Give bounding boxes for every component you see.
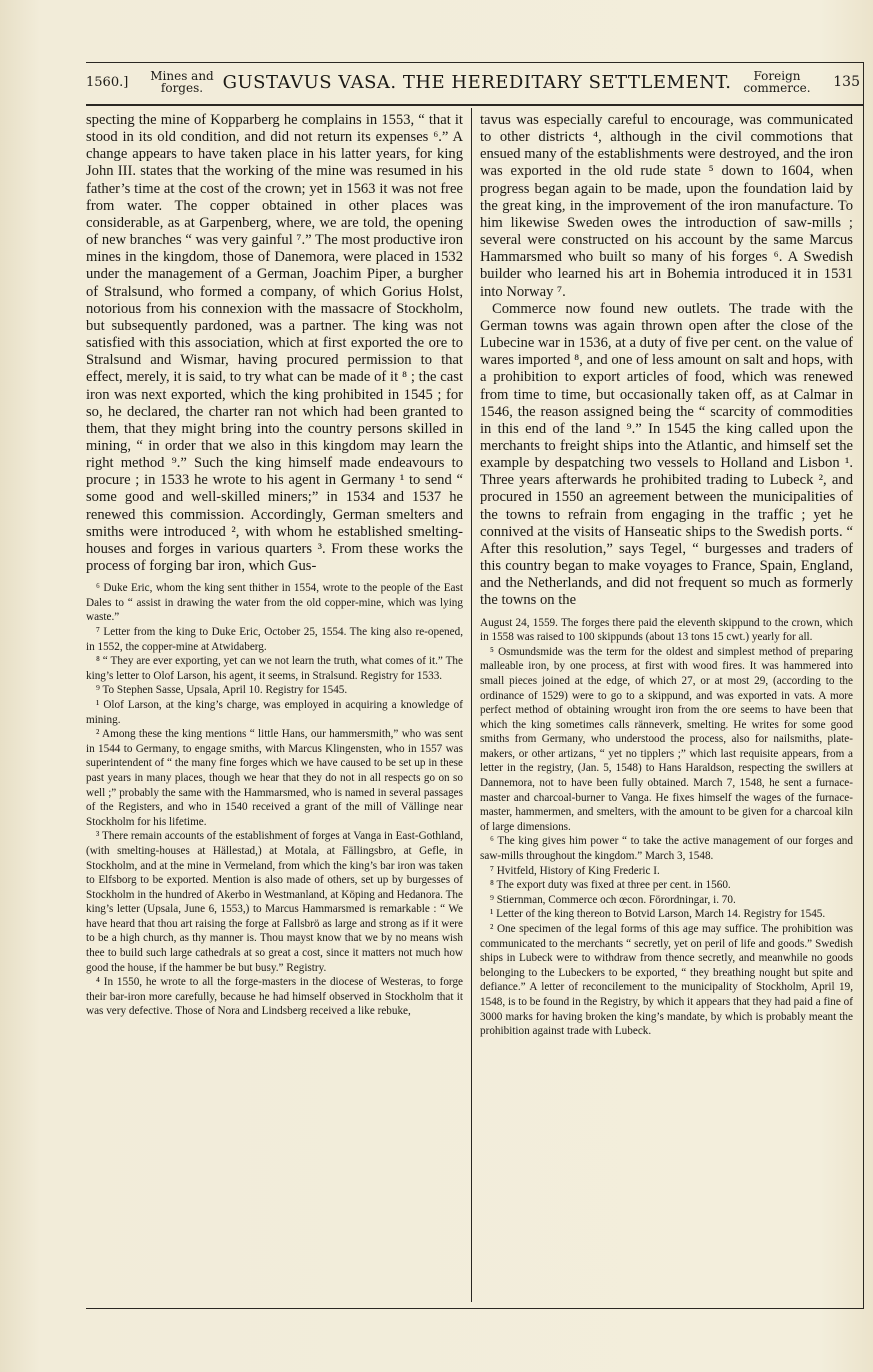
footnote: ¹ Letter of the king thereon to Botvid Larson, March 14. Registry for 1545. [490,908,826,921]
left-column [86,112,463,1019]
header-bottom-rule [86,104,864,106]
footnote: ¹ Olof Larson, at the king’s charge, was employed in acquiring a knowledge of mining. [86,698,463,726]
side-note-right-line-1: Foreign [753,69,801,83]
footnote: ⁷ Hvitfeld, History of King Frederic I. [490,864,660,877]
footnote: ² Among these the king mentions “ little Hans, our hammersmith,” who was sent in 1544 to Germany, to engage smiths, with Marcus Klingensten, who in 1557 was superintendent of “ the many fine forges which we have caused to be set up in these past years in many places, though we hear that they do not in all respects go on so well ;” probably the same with the Hammarsmed, who is named in several passages of the Registers, and who in 1540 received a grant of the mill of Vällinge near Stockholm for his lifetime. [86,728,463,828]
side-note-left-line-1: Mines and [150,69,214,83]
footnote: ³ There remain accounts of the establishment of forges at Vanga in East-Gothland, (with smelting-houses at Hällestad,) at Motala, at Fällingsbro, at Gefle, in Stockholm, and at the mine in Vermeland, from which the king’s bar iron was taken to Elfsborg to be exported. Mention is also made of others, set up by burgesses of Stockholm in the hundred of Akerbo in Westmanland, at Köping and Hedanora. The king’s letter (Upsala, June 6, 1553,) to Marcus Hammarsmed is remarkable : “ We have heard that thou art raising the forge at Fallsbrö as large and strong as if it were to be a high church, as thy manner is. Thou mayst know that we by no means wish thee to build such large cathedrals at so great a cost, since it matters not much how good the house, if the hammer be but busy.” Registry. [86,830,463,974]
right-body-text [480,112,853,610]
left-paragraph: specting the mine of Kopparberg he complains in 1553, “ that it stood in its old condition, and did not return its expenses ⁶.” A change appears to have taken place in his latter years, for king John III. states that the working of the mine was resumed in his father’s time at the cost of the crown; yet in 1563 it was not free from water. The copper obtained in other places was considerable, as at Garpenberg, where, we are told, the opening of new branches “ was very gainful ⁷.” The most productive iron mines in the kingdom, those of Danemora, were placed in 1532 under the management of a German, Joachim Piper, a burgher of Stralsund, who formed a company, of which Gorius Holst, notorious from his connexion with the massacre of Stockholm, but subsequently pardoned, was a partner. The king was not satisfied with this association, which at first exported the ore to Stralsund and Wismar, having procured permission to that effect, merely, it is said, to try what can be made of it ⁸ ; the cast iron was next exported, which the king prohibited in 1545 ; for so, he declared, the charter ran not which had been granted to them, that they might bring into the country persons skilled in mining, “ in order that we also in this kingdom may learn the right method ⁹.” Such the king himself made endeavours to procure ; in 1533 he wrote to his agent in Germany ¹ to send “ some good and well-skilled miners;” in 1534 and 1537 he renewed this commission. Accordingly, German smelters and smiths were introduced ², with whom he established smelting-houses and forges in various quarters ³. From these works the process of forging bar iron, which Gus- [86,112,463,575]
right-footnotes [480,616,853,1039]
left-body-text [86,112,463,575]
footnote: ⁸ The export duty was fixed at three per cent. in 1560. [490,879,731,892]
left-footnotes [86,581,463,1019]
right-paragraph: Commerce now found new outlets. The trade with the German towns was again thrown open after the close of the Lubecine war in 1536, at a duty of five per cent. on the value of wares imported ⁸, and one of less amount on salt and hops, with a prohibition to export articles of food, which was renewed from time to time, but occasionally taken off, as at Calmar in 1546, the reason assigned being the “ scarcity of commodities in this end of the land ⁹.” In 1545 the king called upon the merchants to freight ships into the Atlantic, and himself set the example by despatching two vessels to Holland and Lisbon ¹. Three years afterwards he prohibited trading to Lubeck ², and procured in 1550 an agreement between the municipalities of the towns to refrain from engaging in the traffic ; yet he connived at the visits of Hanseatic ships to the Swedish ports. “ After this resolution,” says Tegel, “ burgesses and traders of this country began to make voyages to France, Spain, England, and the Netherlands, and did not frequent so much as formerly the towns on the [480,300,853,609]
header-side-note-left [144,70,220,94]
footnote-continuation: August 24, 1559. The forges there paid the eleventh skippund to the crown, which in 1558 was raised to 100 skippunds (about 13 tons 15 cwt.) yearly for all. [480,616,853,644]
header-title: GUSTAVUS VASA. THE HEREDITARY SETTLEMENT. [222,71,732,93]
footnote: ⁹ Stiernman, Commerce och œcon. Förordningar, i. 70. [490,893,736,906]
page-number: 135 [833,74,860,90]
side-note-left-line-2: forges. [160,81,204,95]
running-header [86,62,864,102]
footnote: ⁴ In 1550, he wrote to all the forge-masters in the diocese of Westeras, to forge their bar-iron more carefully, because he had himself observed in Stockholm that it was very defective. Those of Nora and Lindsberg received a like rebuke, [86,976,463,1018]
footnote: ⁶ The king gives him power “ to take the active management of our forges and saw-mills throughout the kingdom.” March 3, 1548. [480,835,853,863]
footnote: ² One specimen of the legal forms of this age may suffice. The prohibition was communicated to the merchants “ secretly, yet on peril of life and goods.” Swedish ships in Lubeck were to withdraw from thence secretly, and meanwhile no goods belonging to the Lubeckers to be exported, “ they breathing nought but spite and defiance.” A letter of reconcilement to the municipality of Stockholm, April 19, 1548, is to be found in the Registry, by which it appears that they had paid a fine of 3000 marks for having broken the king’s mandate, by which is probably meant the prohibition against trade with Lubeck. [480,923,853,1038]
right-paragraph: tavus was especially careful to encourage, was communicated to other districts ⁴, although in the civil commotions that ensued many of the establishments were destroyed, and the iron was exported in the old rude state ⁵ down to 1604, when progress began again to be made, upon the foundation laid by the great king, in the improvement of the iron manufacture. To him likewise Sweden owes the introduction of saw-mills ; several were constructed on his account by the same Marcus Hammarsmed who built so many of his forges ⁶. A Swedish builder who learned his art in Bohemia introduced it in 1531 into Norway ⁷. [480,112,853,300]
side-note-right-line-2: commerce. [743,81,811,95]
footnote: ⁵ Osmundsmide was the term for the oldest and simplest method of preparing malleable iron, by one process, at first with wood fires. It was hammered into small pieces joined at the edge, of which 27, or at most 29, (according to the ordinance of 1529) were to go to a skippund, and was exported in vats. A more perfect method of obtaining wrought iron from the ore seems to have been that which the king sometimes calls ränneverk, smelting. He writes for some good smiths from Germany, who understood the process, also for nailsmiths, plate-makers, or other artizans, “ yet no tipplers ;” which last requisite appears, from a letter in the registry, (Jan. 5, 1548) to Hans Haraldson, respecting the swillers at Dannemora, not to have been fully obtained. March 7, 1548, he sent a furnace-master and charcoal-burner to Vanga. He fixes himself the wages of the furnace-master, hammermen, and smelters, with the amount to be given for a charcoal kiln of large dimensions. [480,645,853,833]
footnote: ⁹ To Stephen Sasse, Upsala, April 10. Registry for 1545. [96,684,348,697]
footnote: ⁷ Letter from the king to Duke Eric, October 25, 1554. The king also re-opened, in 1552, the copper-mine at Atwidaberg. [86,626,463,653]
right-edge-rule [863,62,864,1308]
column-divider [471,108,472,1302]
right-column [480,112,853,1039]
footnote: ⁸ “ They are ever exporting, yet can we not learn the truth, what comes of it.” The king’s letter to Olof Larson, his agent, it seems, in Stralsund. Registry for 1533. [86,655,463,682]
header-side-note-right [734,70,820,94]
footnote: ⁶ Duke Eric, whom the king sent thither in 1554, wrote to the people of the East Dales to “ assist in drawing the water from the old copper-mine, which was lying waste.” [86,582,463,624]
header-year: 1560.] [86,74,129,90]
footer-rule [86,1308,864,1309]
